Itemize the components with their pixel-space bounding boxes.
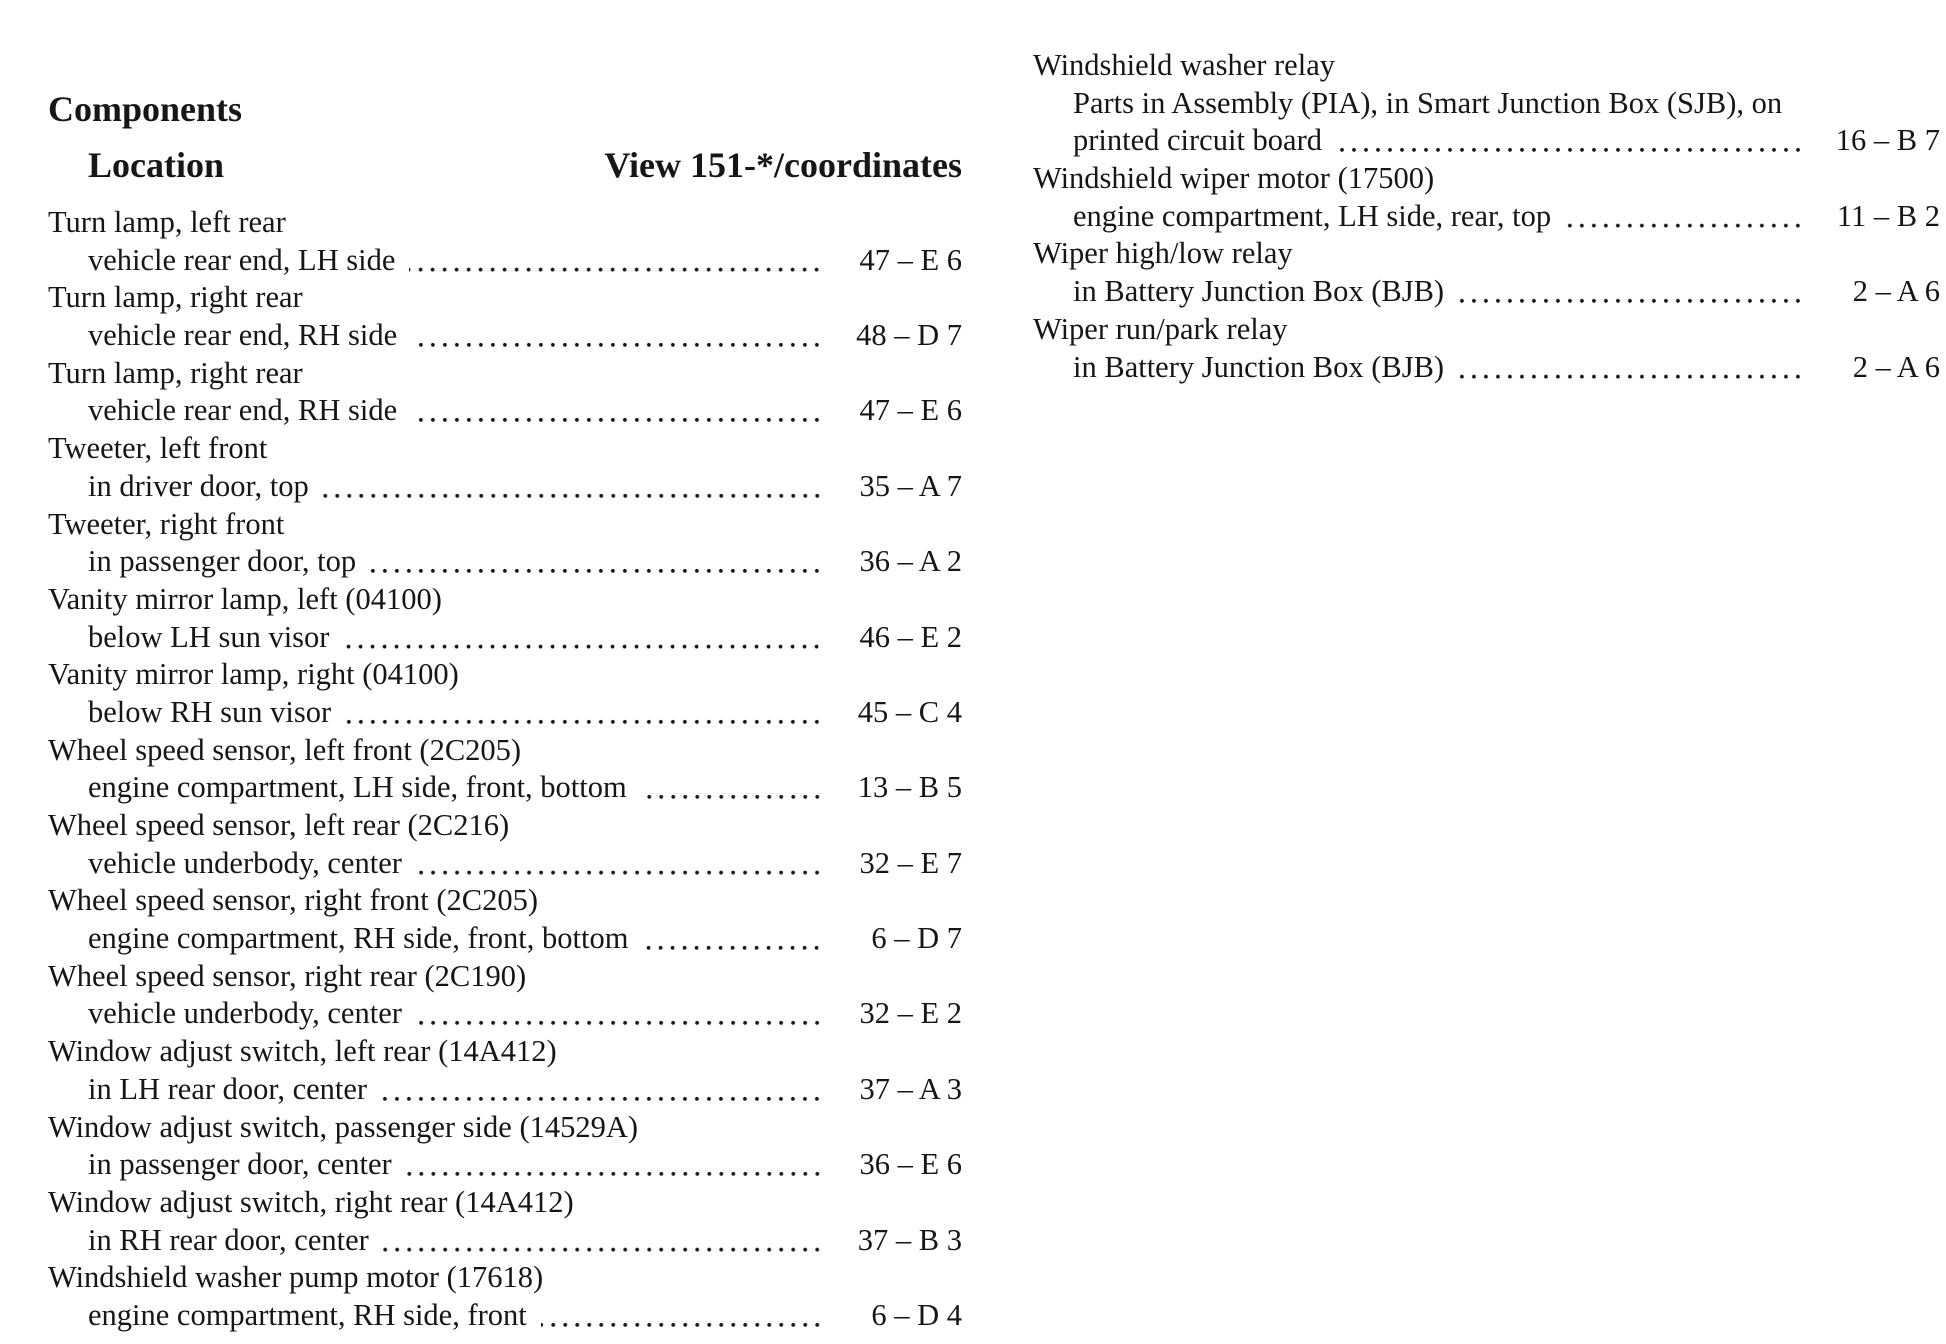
component-name: Window adjust switch, right rear (14A412) xyxy=(48,1184,574,1219)
location-line xyxy=(48,995,962,1033)
view-coordinates: 47 – E 6 xyxy=(859,393,962,428)
location-text: below RH sun visor xyxy=(88,694,332,729)
dot-leader xyxy=(406,1146,823,1184)
component-name: Wheel speed sensor, right rear (2C190) xyxy=(48,958,527,993)
location-line xyxy=(48,392,962,430)
location-line xyxy=(48,317,962,355)
component-entry xyxy=(1033,47,1940,160)
location-line xyxy=(48,1071,962,1109)
component-name: Tweeter, right front xyxy=(48,506,285,541)
component-name: Window adjust switch, left rear (14A412) xyxy=(48,1034,557,1069)
dot-leader xyxy=(323,468,823,506)
dot-leader xyxy=(411,317,823,355)
location-line xyxy=(48,845,962,883)
location-text: engine compartment, RH side, front xyxy=(88,1297,527,1332)
component-name: Wheel speed sensor, left front (2C205) xyxy=(48,732,522,767)
dot-leader xyxy=(381,1071,823,1109)
dot-leader xyxy=(416,995,823,1033)
location-text: vehicle underbody, center xyxy=(88,996,402,1031)
location-text: vehicle underbody, center xyxy=(88,845,402,880)
location-line xyxy=(1033,122,1940,160)
component-entry xyxy=(48,581,962,656)
left-column-entries xyxy=(48,204,962,1335)
component-entry xyxy=(48,1033,962,1108)
view-coordinates: 13 – B 5 xyxy=(857,770,962,805)
component-entry xyxy=(48,656,962,731)
view-coordinates: 11 – B 2 xyxy=(1836,198,1940,233)
coordinates-column-header: View 151-*/coordinates xyxy=(604,145,962,185)
component-entry xyxy=(48,1109,962,1184)
component-entry xyxy=(48,807,962,882)
view-coordinates: 35 – A 7 xyxy=(859,468,962,503)
location-text: below LH sun visor xyxy=(88,619,330,654)
location-line xyxy=(48,619,962,657)
column-headers xyxy=(88,143,962,187)
dot-leader xyxy=(1458,349,1804,387)
component-name: Wheel speed sensor, right front (2C205) xyxy=(48,883,539,918)
location-line xyxy=(48,1297,962,1335)
component-name: Wiper high/low relay xyxy=(1033,236,1293,271)
location-line xyxy=(48,468,962,506)
component-entry xyxy=(48,279,962,354)
dot-leader xyxy=(345,694,823,732)
location-line xyxy=(1033,273,1940,311)
dot-leader xyxy=(541,1297,823,1335)
location-line xyxy=(48,769,962,807)
view-coordinates: 2 – A 6 xyxy=(1852,274,1940,309)
dot-leader xyxy=(416,845,823,883)
component-name: Turn lamp, left rear xyxy=(48,205,286,239)
location-text: vehicle rear end, RH side xyxy=(88,318,398,353)
component-entry xyxy=(48,732,962,807)
location-line xyxy=(48,1146,962,1184)
view-coordinates: 6 – D 4 xyxy=(871,1297,962,1332)
view-coordinates: 2 – A 6 xyxy=(1852,349,1940,384)
component-name: Tweeter, left front xyxy=(48,431,268,466)
location-text: in RH rear door, center xyxy=(88,1222,369,1257)
section-heading: Components xyxy=(48,89,243,129)
view-coordinates: 45 – C 4 xyxy=(857,694,962,729)
dot-leader xyxy=(370,543,823,581)
location-text: vehicle rear end, LH side xyxy=(88,242,396,277)
location-text: printed circuit board xyxy=(1073,123,1322,158)
location-text: in Battery Junction Box (BJB) xyxy=(1073,274,1445,309)
component-entry xyxy=(48,204,962,279)
right-column-entries xyxy=(1033,47,1940,386)
component-name: Window adjust switch, passenger side (14529A) xyxy=(48,1109,639,1144)
dot-leader xyxy=(383,1222,823,1260)
dot-leader xyxy=(641,769,823,807)
location-line xyxy=(48,543,962,581)
component-name: Wheel speed sensor, left rear (2C216) xyxy=(48,808,510,842)
view-coordinates: 48 – D 7 xyxy=(856,318,962,353)
component-name: Windshield washer pump motor (17618) xyxy=(48,1260,544,1295)
component-entry xyxy=(48,1184,962,1259)
component-name: Vanity mirror lamp, left (04100) xyxy=(48,581,442,616)
location-text: in passenger door, top xyxy=(88,544,357,579)
location-text: engine compartment, RH side, front, bottom xyxy=(88,921,629,956)
component-name: Turn lamp, right rear xyxy=(48,280,303,315)
component-name: Windshield washer relay xyxy=(1033,48,1335,82)
view-coordinates: 37 – B 3 xyxy=(857,1222,962,1257)
location-text: engine compartment, LH side, front, bottom xyxy=(88,770,627,805)
location-line xyxy=(48,1222,962,1260)
view-coordinates: 32 – E 2 xyxy=(859,996,962,1031)
dot-leader xyxy=(343,619,823,657)
component-name: Turn lamp, right rear xyxy=(48,355,303,390)
dot-leader xyxy=(1458,273,1804,311)
location-line xyxy=(48,694,962,732)
location-text: vehicle rear end, RH side xyxy=(88,393,398,428)
location-text: in driver door, top xyxy=(88,468,309,503)
location-text: Parts in Assembly (PIA), in Smart Junction Box (SJB), on xyxy=(1073,85,1783,120)
location-text: engine compartment, LH side, rear, top xyxy=(1073,198,1552,233)
location-text: in LH rear door, center xyxy=(88,1071,368,1106)
dot-leader xyxy=(411,392,823,430)
view-coordinates: 6 – D 7 xyxy=(871,921,962,956)
dot-leader xyxy=(642,920,823,958)
component-entry xyxy=(48,355,962,430)
view-coordinates: 32 – E 7 xyxy=(859,845,962,880)
view-coordinates: 16 – B 7 xyxy=(1835,123,1940,158)
location-line xyxy=(1033,349,1940,387)
location-text: in Battery Junction Box (BJB) xyxy=(1073,349,1445,384)
component-name: Wiper run/park relay xyxy=(1033,311,1288,346)
view-coordinates: 47 – E 6 xyxy=(859,242,962,277)
view-coordinates: 46 – E 2 xyxy=(859,619,962,654)
location-line xyxy=(48,920,962,958)
component-entry xyxy=(48,506,962,581)
component-entry xyxy=(1033,235,1940,310)
location-text: in passenger door, center xyxy=(88,1147,392,1182)
view-coordinates: 37 – A 3 xyxy=(859,1071,962,1106)
location-line xyxy=(48,242,962,280)
component-name: Windshield wiper motor (17500) xyxy=(1033,161,1435,196)
dot-leader xyxy=(1565,198,1804,236)
component-entry xyxy=(48,430,962,505)
view-coordinates: 36 – E 6 xyxy=(859,1147,962,1182)
location-line xyxy=(1033,198,1940,236)
component-entry xyxy=(1033,160,1940,235)
component-entry xyxy=(1033,311,1940,386)
component-entry xyxy=(48,882,962,957)
component-entry xyxy=(48,958,962,1033)
component-name: Vanity mirror lamp, right (04100) xyxy=(48,657,459,692)
view-coordinates: 36 – A 2 xyxy=(859,544,962,579)
location-column-header: Location xyxy=(88,145,225,185)
dot-leader xyxy=(409,242,823,280)
component-entry xyxy=(48,1259,962,1334)
dot-leader xyxy=(1336,122,1804,160)
